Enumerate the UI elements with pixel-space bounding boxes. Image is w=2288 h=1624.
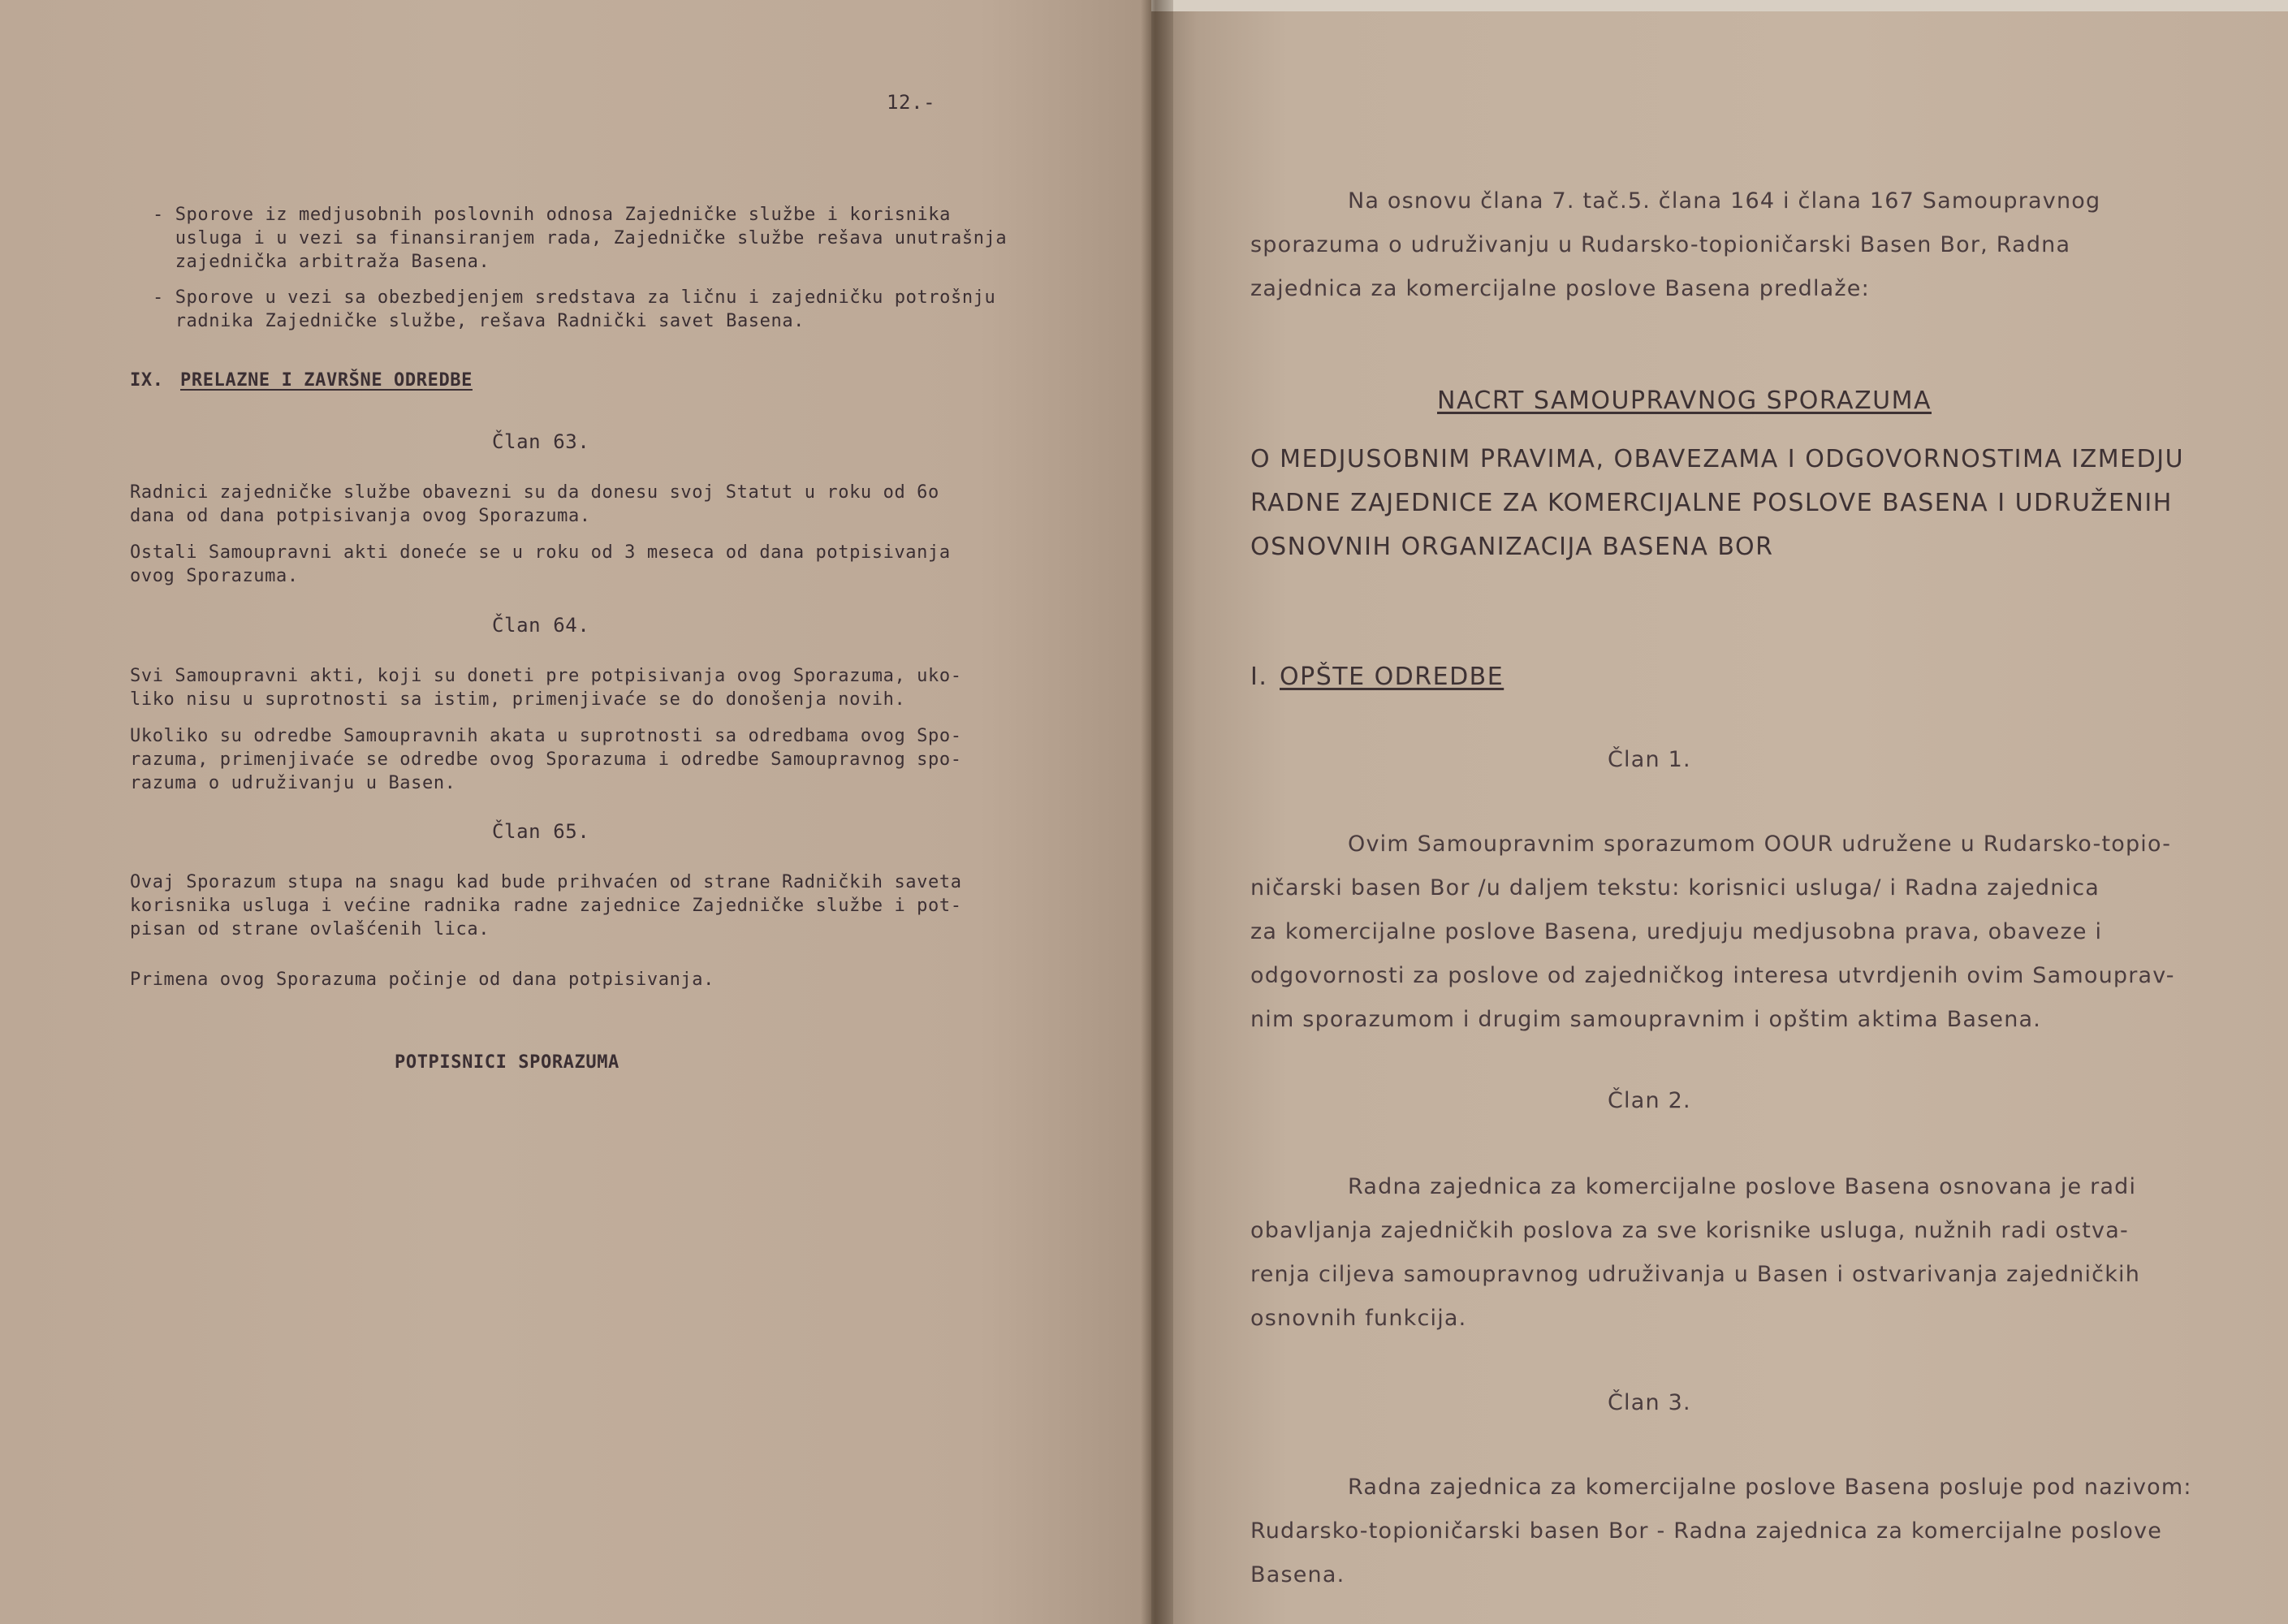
article-3-title: Član 3. <box>1608 1390 1691 1415</box>
article-1-line5: nim sporazumom i drugim samoupravnim i opštim aktima Basena. <box>1250 1007 2042 1032</box>
left-para1-line3: zajednička arbitraža Basena. <box>153 252 490 272</box>
article-64-p2-line1: Ukoliko su odredbe Samoupravnih akata u suprotnosti sa odredbama ovog Spo- <box>130 726 962 746</box>
article-65-p1-line1: Ovaj Sporazum stupa na snagu kad bude prihvaćen od strane Radničkih saveta <box>130 872 962 892</box>
article-65-p1-line3: pisan od strane ovlašćenih lica. <box>130 919 490 939</box>
article-64-p2-line2: razuma, primenjivaće se odredbe ovog Sporazuma i odredbe Samoupravnog spo- <box>130 749 962 770</box>
draft-title: NACRT SAMOUPRAVNOG SPORAZUMA <box>1437 387 1932 415</box>
subtitle-line3: OSNOVNIH ORGANIZACIJA BASENA BOR <box>1250 533 1774 561</box>
article-63-p1-line2: dana od dana potpisivanja ovog Sporazuma. <box>130 506 591 526</box>
article-64-title: Član 64. <box>492 614 590 637</box>
article-2-line4: osnovnih funkcija. <box>1250 1306 1467 1331</box>
article-1-line1: Ovim Samoupravnim sporazumom OOUR udružene u Rudarsko-topio- <box>1348 831 2172 857</box>
article-65-title: Član 65. <box>492 820 590 843</box>
article-2-line2: obavljanja zajedničkih poslova za sve korisnike usluga, nužnih radi ostva- <box>1250 1218 2129 1243</box>
right-page <box>1151 0 2288 1624</box>
article-64-p2-line3: razuma o udruživanju u Basen. <box>130 773 456 793</box>
left-para1-line2: usluga i u vezi sa finansiranjem rada, Zajedničke službe rešava unutrašnja <box>153 228 1008 248</box>
article-1-line3: za komercijalne poslove Basena, uredjuju medjusobna prava, obaveze i <box>1250 919 2103 944</box>
article-63-title: Član 63. <box>492 430 590 453</box>
subtitle-line2: RADNE ZAJEDNICE ZA KOMERCIJALNE POSLOVE BASENA I UDRUŽENIH <box>1250 489 2173 517</box>
intro-line3: zajednica za komercijalne poslove Basena predlaže: <box>1250 276 1870 301</box>
left-para1-line1: - Sporove iz medjusobnih poslovnih odnosa Zajedničke službe i korisnika <box>153 205 952 225</box>
article-2-line3: renja ciljeva samoupravnog udruživanja u Basen i ostvarivanja zajedničkih <box>1250 1262 2141 1287</box>
article-1-title: Član 1. <box>1608 747 1691 772</box>
section-number: IX. <box>130 370 164 391</box>
article-64-p1-line2: liko nisu u suprotnosti sa istim, primenjivaće se do donošenja novih. <box>130 689 906 710</box>
article-63-p1-line1: Radnici zajedničke službe obavezni su da donesu svoj Statut u roku od 6o <box>130 482 939 503</box>
article-63-p2-line2: ovog Sporazuma. <box>130 566 299 586</box>
signatories-heading: POTPISNICI SPORAZUMA <box>395 1052 619 1073</box>
article-2-title: Član 2. <box>1608 1088 1691 1113</box>
article-65-p2-line1: Primena ovog Sporazuma počinje od dana potpisivanja. <box>130 970 714 990</box>
left-para2-line2: radnika Zajedničke službe, rešava Radnički savet Basena. <box>153 311 805 331</box>
page-top-edge <box>1151 0 2288 11</box>
article-3-line2: Rudarsko-topioničarski basen Bor - Radna zajednica za komercijalne poslove <box>1250 1518 2163 1544</box>
book-fold-shadow <box>1141 0 1173 1624</box>
article-3-line1: Radna zajednica za komercijalne poslove Basena posluje pod nazivom: <box>1348 1475 2192 1500</box>
article-65-p1-line2: korisnika usluga i većine radnika radne zajednice Zajedničke službe i pot- <box>130 896 962 916</box>
left-para2-line1: - Sporove u vezi sa obezbedjenjem sredstava za ličnu i zajedničku potrošnju <box>153 287 996 308</box>
page-number: 12.- <box>887 91 936 114</box>
section-title: PRELAZNE I ZAVRŠNE ODREDBE <box>180 370 473 391</box>
intro-line2: sporazuma o udruživanju u Rudarsko-topioničarski Basen Bor, Radna <box>1250 232 2071 257</box>
article-1-line4: odgovornosti za poslove od zajedničkog interesa utvrdjenih ovim Samouprav- <box>1250 963 2175 988</box>
subtitle-line1: O MEDJUSOBNIM PRAVIMA, OBAVEZAMA I ODGOVORNOSTIMA IZMEDJU <box>1250 445 2185 473</box>
article-63-p2-line1: Ostali Samoupravni akti doneće se u roku od 3 meseca od dana potpisivanja <box>130 542 951 563</box>
article-2-line1: Radna zajednica za komercijalne poslove Basena osnovana je radi <box>1348 1174 2137 1199</box>
section-i-title: OPŠTE ODREDBE <box>1280 663 1504 691</box>
article-1-line2: ničarski basen Bor /u daljem tekstu: korisnici usluga/ i Radna zajednica <box>1250 875 2100 901</box>
article-3-line3: Basena. <box>1250 1562 1345 1587</box>
article-64-p1-line1: Svi Samoupravni akti, koji su doneti pre potpisivanja ovog Sporazuma, uko- <box>130 666 962 686</box>
intro-line1: Na osnovu člana 7. tač.5. člana 164 i člana 167 Samoupravnog <box>1348 188 2101 214</box>
section-i-number: I. <box>1250 663 1268 691</box>
